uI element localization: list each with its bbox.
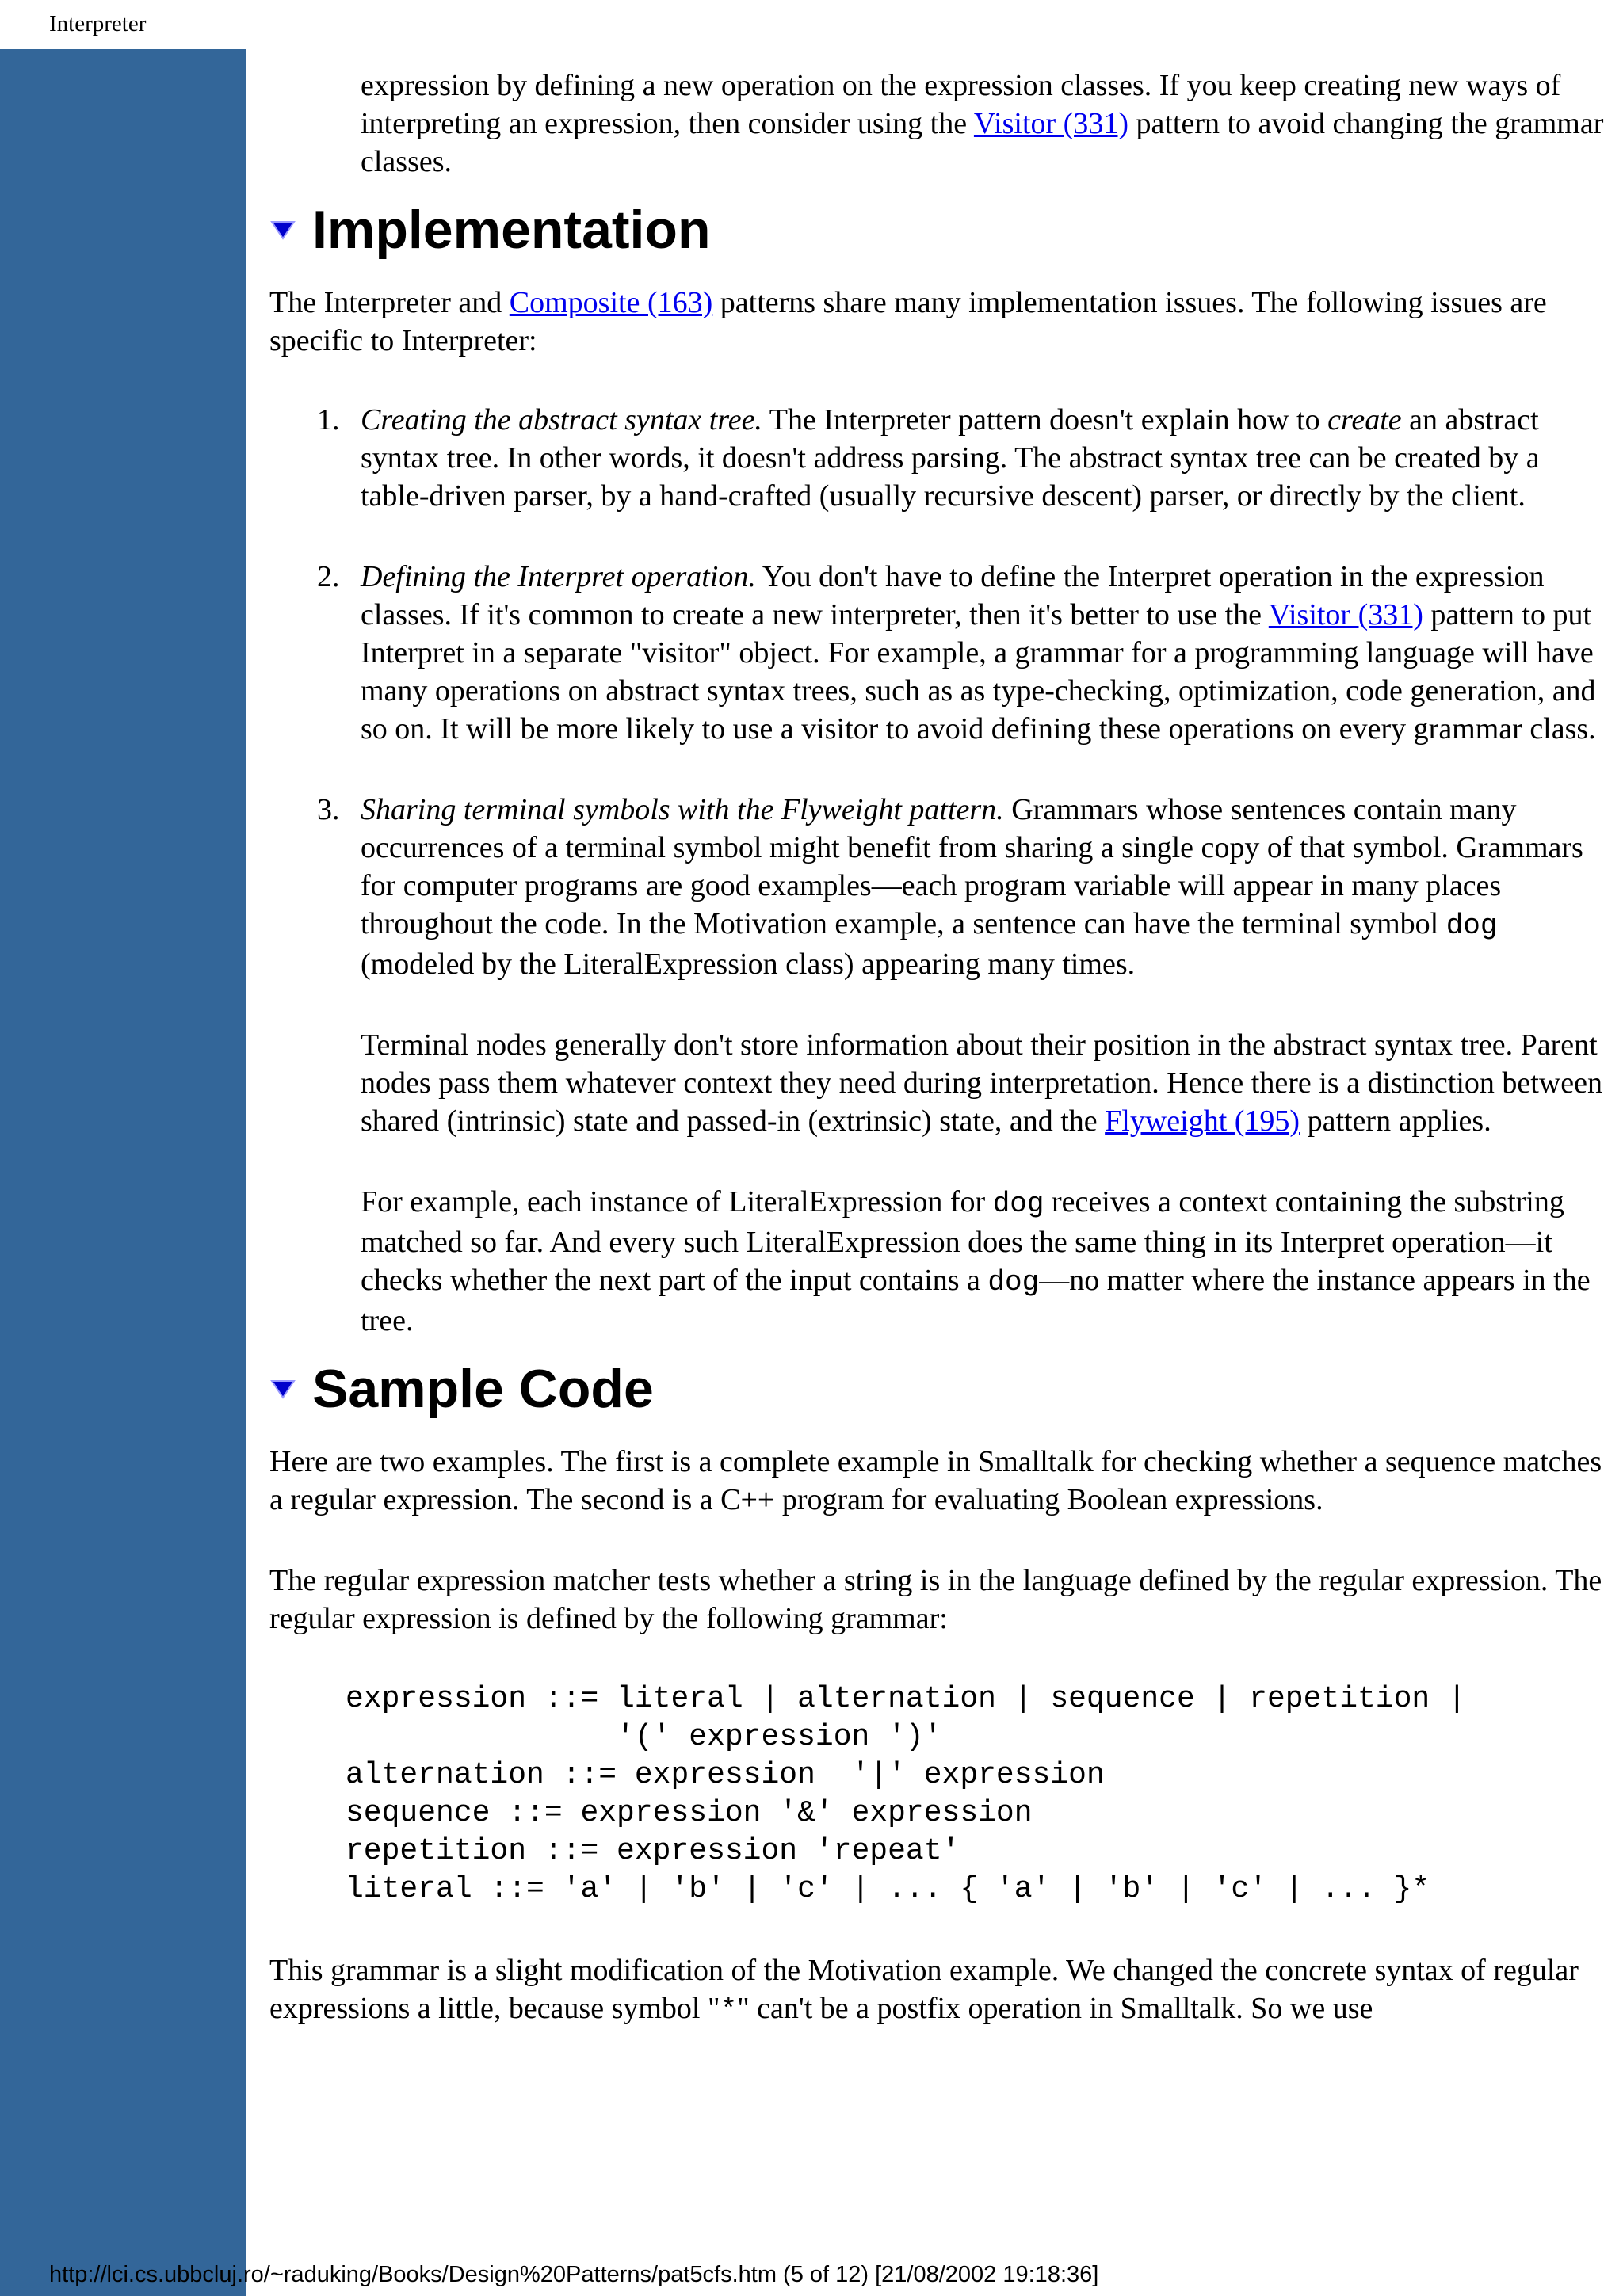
implementation-issues-list bbox=[269, 401, 1609, 1340]
grammar-code-block: expression ::= literal | alternation | sequence | repetition | '(' expression ')' alternation ::= expression '|' expression sequence ::= expression '&' expression repetition ::= expression 'repeat' literal ::= 'a' | 'b' | 'c' | ... { 'a' | 'b' | 'c' | ... }* bbox=[346, 1682, 1466, 1906]
sample-code-paragraph-3: This grammar is a slight modification of the Motivation example. We changed the concrete syntax of regular expressions a little, because symbol "*" can't be a postfix operation in Smalltalk. So we use bbox=[269, 1954, 1579, 2027]
implementation-heading: Implementation bbox=[269, 192, 1609, 268]
sample-code-paragraph-1: Here are two examples. The first is a complete example in Smalltalk for checking whether a sequence matches a regular expression. The second is a C++ program for evaluating Boolean expressions. bbox=[269, 1445, 1602, 1516]
intro-paragraph: expression by defining a new operation on the expression classes. If you keep creating new ways of interpreting an expression, then consider using the Visitor (331) pattern to avoid changing the grammar classes. bbox=[361, 69, 1604, 178]
print-header-title: Interpreter bbox=[49, 11, 147, 36]
sidebar bbox=[0, 49, 246, 2296]
triangle-down-icon[interactable] bbox=[269, 1379, 296, 1399]
sample-code-heading: Sample Code bbox=[269, 1351, 1609, 1427]
literal-expression-paragraph: For example, each instance of LiteralExpression for dog receives a context containing the substring matched so far. And every such LiteralExpression does the same thing in its Interpret operation—it checks whether the next part of the input contains a dog—no matter where the instance appears in the tree. bbox=[361, 1185, 1591, 1337]
main-content bbox=[269, 67, 1609, 2030]
print-footer-url: http://lci.cs.ubbcluj.ro/~raduking/Books/Design%20Patterns/pat5cfs.htm (5 of 12) [21/08/2002 19:18:36] bbox=[49, 2262, 1099, 2287]
flyweight-link[interactable]: Flyweight (195) bbox=[1105, 1104, 1300, 1138]
visitor-link-2[interactable]: Visitor (331) bbox=[1268, 598, 1423, 631]
triangle-down-icon[interactable] bbox=[269, 219, 296, 240]
sample-code-paragraph-2: The regular expression matcher tests whether a string is in the language defined by the regular expression. The regular expression is defined by the following grammar: bbox=[269, 1564, 1602, 1635]
flyweight-paragraph: Terminal nodes generally don't store information about their position in the abstract syntax tree. Parent nodes pass them whatever context they need during interpretation. Hence there is a distinction between shared (intrinsic) state and passed-in (extrinsic) state, and the Flyweight (195) pattern applies. bbox=[361, 1028, 1602, 1138]
list-item: 1. Creating the abstract syntax tree. The Interpreter pattern doesn't explain how to create an abstract syntax tree. In other words, it doesn't address parsing. The abstract syntax tree can be created by a table-driven parser, by a hand-crafted (usually recursive descent) parser, or directly by the client. bbox=[317, 403, 1540, 513]
implementation-intro: The Interpreter and Composite (163) patterns share many implementation issues. The following issues are specific to Interpreter: bbox=[269, 286, 1547, 357]
visitor-link[interactable]: Visitor (331) bbox=[973, 107, 1128, 140]
list-item: 3. Sharing terminal symbols with the Flyweight pattern. Grammars whose sentences contain many occurrences of a terminal symbol might benefit from sharing a single copy of that symbol. Grammars for computer programs are good examples—each program variable will appear in many places throughout the code. In the Motivation example, a sentence can have the terminal symbol dog (modeled by the LiteralExpression class) appearing many times. Terminal nodes generally don't store information about their position in the abstract syntax tree. Parent nodes pass them whatever context they need during interpretation. Hence there is a distinction between shared (intrinsic) state and passed-in (extrinsic) state, and the Flyweight (195) pattern applies. For example, each instance of LiteralExpression for dog receives a context containing the substring matched so far. And every such LiteralExpression does the same thing in its Interpret operation—it checks whether the next part of the input contains a dog—no matter where the instance appears in the tree. bbox=[269, 791, 1609, 1340]
list-item: 2. Defining the Interpret operation. You don't have to define the Interpret operation in the expression classes. If it's common to create a new interpreter, then it's better to use the Visitor (331) pattern to put Interpret in a separate "visitor" object. For example, a grammar for a programming language will have many operations on abstract syntax trees, such as as type-checking, optimization, code generation, and so on. It will be more likely to use a visitor to avoid defining these operations on every grammar class. bbox=[317, 560, 1596, 746]
composite-link[interactable]: Composite (163) bbox=[509, 286, 713, 319]
